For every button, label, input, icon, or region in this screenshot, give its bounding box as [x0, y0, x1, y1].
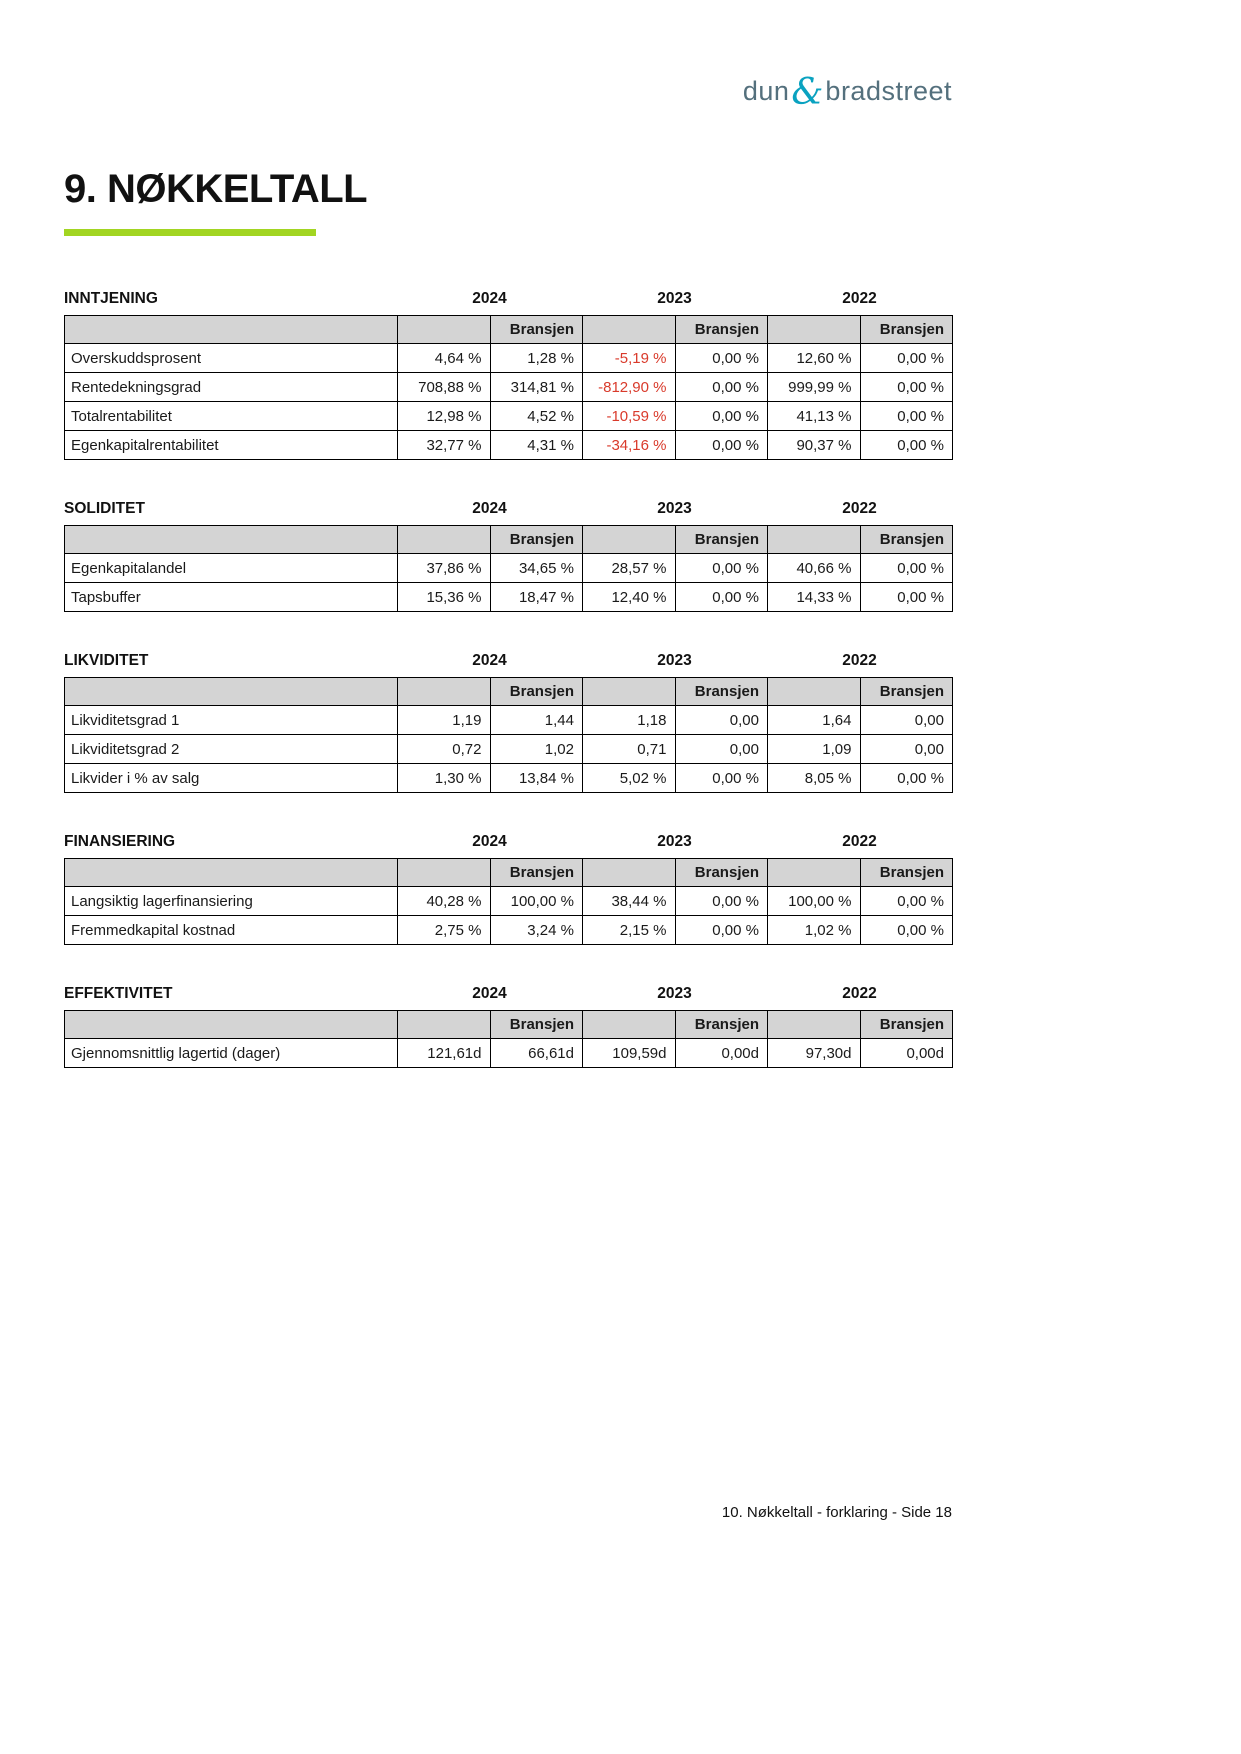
value-cell: 38,44 % — [583, 887, 676, 916]
bransjen-header: Bransjen — [860, 1011, 953, 1039]
value-cell: 12,98 % — [398, 402, 491, 431]
value-cell: 0,72 — [398, 735, 491, 764]
table-body — [65, 706, 953, 793]
row-label: Egenkapitalandel — [65, 554, 398, 583]
section-title: LIKVIDITET — [64, 652, 149, 669]
value-cell: 0,00 % — [860, 402, 953, 431]
empty-header-cell — [583, 526, 676, 554]
value-cell: 0,00 % — [860, 916, 953, 945]
table-header-row — [65, 859, 953, 887]
title-accent-bar — [64, 229, 316, 236]
empty-header-cell — [65, 859, 398, 887]
value-cell: 1,09 — [768, 735, 861, 764]
row-label: Langsiktig lagerfinansiering — [65, 887, 398, 916]
value-cell: 0,00 % — [675, 916, 768, 945]
empty-header-cell — [65, 1011, 398, 1039]
row-label: Egenkapitalrentabilitet — [65, 431, 398, 460]
years-row — [64, 652, 952, 670]
value-cell: 100,00 % — [768, 887, 861, 916]
value-cell: 1,02 — [490, 735, 583, 764]
value-cell: 0,00 % — [860, 887, 953, 916]
row-label: Tapsbuffer — [65, 583, 398, 612]
table-body — [65, 1039, 953, 1068]
value-cell: 1,44 — [490, 706, 583, 735]
bransjen-header: Bransjen — [675, 678, 768, 706]
value-cell: 0,00d — [860, 1039, 953, 1068]
value-cell: 0,00 % — [675, 431, 768, 460]
empty-header-cell — [398, 526, 491, 554]
bransjen-header: Bransjen — [675, 526, 768, 554]
empty-header-cell — [398, 316, 491, 344]
value-cell: 12,40 % — [583, 583, 676, 612]
row-label: Overskuddsprosent — [65, 344, 398, 373]
row-label: Rentedekningsgrad — [65, 373, 398, 402]
value-cell: -10,59 % — [583, 402, 676, 431]
empty-header-cell — [398, 859, 491, 887]
table-header-row — [65, 678, 953, 706]
value-cell: 0,00 % — [860, 764, 953, 793]
value-cell: 2,15 % — [583, 916, 676, 945]
value-cell: 4,31 % — [490, 431, 583, 460]
table-body — [65, 554, 953, 612]
row-label: Likviditetsgrad 2 — [65, 735, 398, 764]
table-row — [65, 554, 953, 583]
bransjen-header: Bransjen — [675, 316, 768, 344]
table-body — [65, 344, 953, 460]
row-label: Gjennomsnittlig lagertid (dager) — [65, 1039, 398, 1068]
kpi-section — [64, 833, 952, 945]
years-row — [64, 290, 952, 308]
year-label: 2024 — [472, 652, 507, 669]
value-cell: 0,00 % — [675, 764, 768, 793]
table-header-row — [65, 526, 953, 554]
value-cell: 0,00 % — [675, 583, 768, 612]
row-label: Fremmedkapital kostnad — [65, 916, 398, 945]
value-cell: 18,47 % — [490, 583, 583, 612]
empty-header-cell — [398, 1011, 491, 1039]
ampersand-icon: & — [791, 72, 824, 113]
value-cell: 41,13 % — [768, 402, 861, 431]
value-cell: 90,37 % — [768, 431, 861, 460]
section-title: INNTJENING — [64, 290, 158, 307]
year-label: 2024 — [472, 833, 507, 850]
empty-header-cell — [583, 316, 676, 344]
value-cell: 4,64 % — [398, 344, 491, 373]
section-title: FINANSIERING — [64, 833, 176, 850]
value-cell: 0,00 % — [675, 344, 768, 373]
table-row — [65, 402, 953, 431]
value-cell: 8,05 % — [768, 764, 861, 793]
empty-header-cell — [583, 1011, 676, 1039]
value-cell: 0,00 % — [860, 344, 953, 373]
year-label: 2022 — [842, 833, 877, 850]
empty-header-cell — [583, 678, 676, 706]
bransjen-header: Bransjen — [860, 526, 953, 554]
empty-header-cell — [768, 1011, 861, 1039]
value-cell: 0,00 % — [860, 431, 953, 460]
table-body — [65, 887, 953, 945]
value-cell: 97,30d — [768, 1039, 861, 1068]
year-label: 2022 — [842, 985, 877, 1002]
row-label: Totalrentabilitet — [65, 402, 398, 431]
table-row — [65, 583, 953, 612]
year-label: 2023 — [657, 833, 692, 850]
logo-word-bradstreet: bradstreet — [825, 76, 952, 106]
table-header-row — [65, 316, 953, 344]
value-cell: 0,00 — [675, 735, 768, 764]
empty-header-cell — [768, 526, 861, 554]
table-header-row — [65, 1011, 953, 1039]
empty-header-cell — [65, 316, 398, 344]
year-label: 2024 — [472, 290, 507, 307]
year-label: 2023 — [657, 652, 692, 669]
bransjen-header: Bransjen — [490, 859, 583, 887]
page-content — [64, 0, 952, 1068]
page-title: 9. NØKKELTALL — [64, 167, 368, 211]
years-row — [64, 833, 952, 851]
empty-header-cell — [768, 859, 861, 887]
value-cell: 4,52 % — [490, 402, 583, 431]
value-cell: 15,36 % — [398, 583, 491, 612]
value-cell: 1,64 — [768, 706, 861, 735]
value-cell: 3,24 % — [490, 916, 583, 945]
year-label: 2022 — [842, 500, 877, 517]
row-label: Likvider i % av salg — [65, 764, 398, 793]
bransjen-header: Bransjen — [860, 859, 953, 887]
dun-bradstreet-logo — [64, 72, 952, 113]
years-row — [64, 985, 952, 1003]
value-cell: 12,60 % — [768, 344, 861, 373]
empty-header-cell — [398, 678, 491, 706]
table-row — [65, 916, 953, 945]
value-cell: 40,66 % — [768, 554, 861, 583]
value-cell: -34,16 % — [583, 431, 676, 460]
sections — [64, 290, 952, 1068]
kpi-table — [64, 525, 953, 612]
row-label: Likviditetsgrad 1 — [65, 706, 398, 735]
table-row — [65, 735, 953, 764]
value-cell: 28,57 % — [583, 554, 676, 583]
value-cell: 0,00 % — [860, 373, 953, 402]
kpi-section — [64, 500, 952, 612]
value-cell: 999,99 % — [768, 373, 861, 402]
bransjen-header: Bransjen — [860, 316, 953, 344]
value-cell: 0,00 — [860, 706, 953, 735]
value-cell: 13,84 % — [490, 764, 583, 793]
value-cell: -5,19 % — [583, 344, 676, 373]
table-row — [65, 706, 953, 735]
empty-header-cell — [768, 316, 861, 344]
years-row — [64, 500, 952, 518]
page-footer: 10. Nøkkeltall - forklaring - Side 18 — [721, 1504, 952, 1521]
kpi-section — [64, 652, 952, 793]
kpi-table — [64, 1010, 953, 1068]
table-row — [65, 344, 953, 373]
value-cell: 1,19 — [398, 706, 491, 735]
value-cell: 1,18 — [583, 706, 676, 735]
year-label: 2022 — [842, 290, 877, 307]
bransjen-header: Bransjen — [490, 316, 583, 344]
value-cell: 5,02 % — [583, 764, 676, 793]
value-cell: 0,00 — [860, 735, 953, 764]
value-cell: 0,71 — [583, 735, 676, 764]
value-cell: 32,77 % — [398, 431, 491, 460]
kpi-table — [64, 315, 953, 460]
value-cell: 314,81 % — [490, 373, 583, 402]
value-cell: 121,61d — [398, 1039, 491, 1068]
value-cell: 0,00 % — [860, 554, 953, 583]
logo-word-dun: dun — [742, 76, 790, 106]
empty-header-cell — [65, 526, 398, 554]
bransjen-header: Bransjen — [675, 859, 768, 887]
year-label: 2023 — [657, 500, 692, 517]
year-label: 2023 — [657, 985, 692, 1002]
kpi-section — [64, 290, 952, 460]
empty-header-cell — [583, 859, 676, 887]
value-cell: -812,90 % — [583, 373, 676, 402]
value-cell: 0,00 % — [675, 887, 768, 916]
value-cell: 40,28 % — [398, 887, 491, 916]
value-cell: 0,00 — [675, 706, 768, 735]
bransjen-header: Bransjen — [860, 678, 953, 706]
table-row — [65, 887, 953, 916]
section-title: SOLIDITET — [64, 500, 145, 517]
section-title: EFFEKTIVITET — [64, 985, 173, 1002]
year-label: 2022 — [842, 652, 877, 669]
empty-header-cell — [768, 678, 861, 706]
table-row — [65, 373, 953, 402]
kpi-section — [64, 985, 952, 1068]
value-cell: 0,00d — [675, 1039, 768, 1068]
value-cell: 0,00 % — [675, 554, 768, 583]
year-label: 2024 — [472, 985, 507, 1002]
value-cell: 66,61d — [490, 1039, 583, 1068]
value-cell: 34,65 % — [490, 554, 583, 583]
value-cell: 0,00 % — [675, 402, 768, 431]
value-cell: 1,02 % — [768, 916, 861, 945]
bransjen-header: Bransjen — [490, 678, 583, 706]
value-cell: 109,59d — [583, 1039, 676, 1068]
kpi-table — [64, 858, 953, 945]
value-cell: 0,00 % — [860, 583, 953, 612]
table-row — [65, 431, 953, 460]
year-label: 2023 — [657, 290, 692, 307]
table-row — [65, 764, 953, 793]
bransjen-header: Bransjen — [490, 526, 583, 554]
year-label: 2024 — [472, 500, 507, 517]
bransjen-header: Bransjen — [675, 1011, 768, 1039]
value-cell: 14,33 % — [768, 583, 861, 612]
value-cell: 1,30 % — [398, 764, 491, 793]
bransjen-header: Bransjen — [490, 1011, 583, 1039]
value-cell: 37,86 % — [398, 554, 491, 583]
value-cell: 2,75 % — [398, 916, 491, 945]
value-cell: 0,00 % — [675, 373, 768, 402]
value-cell: 1,28 % — [490, 344, 583, 373]
value-cell: 100,00 % — [490, 887, 583, 916]
value-cell: 708,88 % — [398, 373, 491, 402]
table-row — [65, 1039, 953, 1068]
kpi-table — [64, 677, 953, 793]
empty-header-cell — [65, 678, 398, 706]
